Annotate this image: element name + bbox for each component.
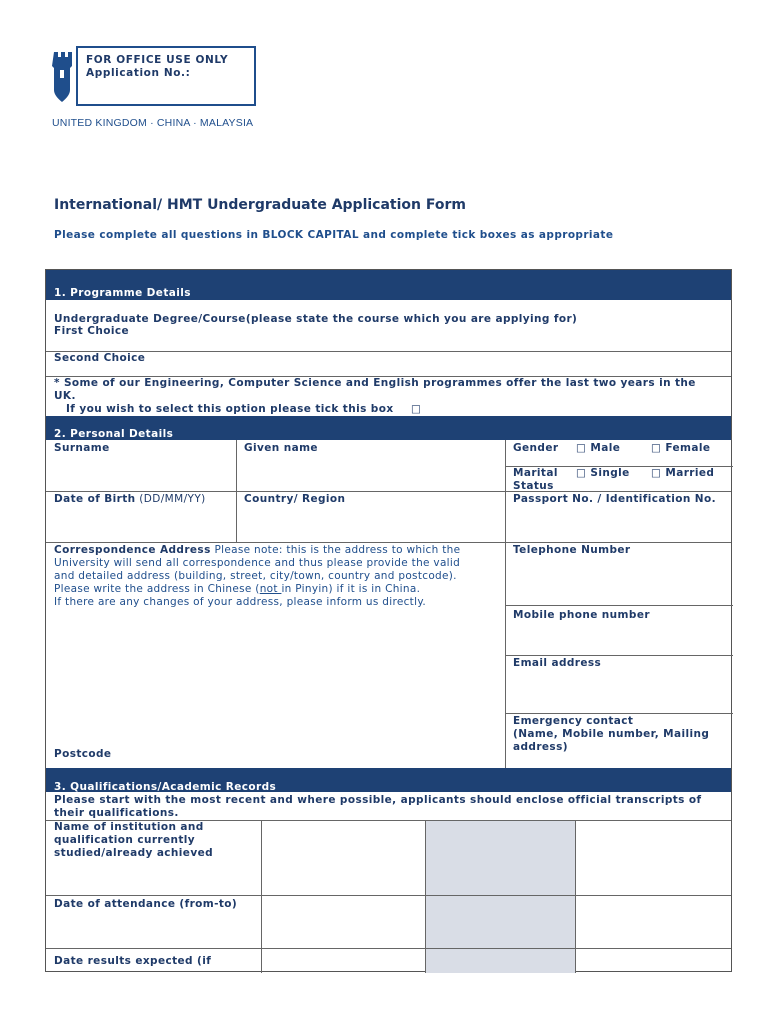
section1-heading: 1. Programme Details bbox=[54, 287, 191, 299]
mobile-field[interactable]: Mobile phone number bbox=[513, 609, 650, 621]
shaded-column bbox=[425, 820, 575, 973]
married-checkbox[interactable]: □ bbox=[651, 467, 662, 479]
marital-label: Marital bbox=[513, 467, 558, 479]
tagline: UNITED KINGDOM · CHINA · MALAYSIA bbox=[52, 117, 254, 129]
uk-option-checkbox[interactable]: □ bbox=[411, 403, 422, 415]
female-label: Female bbox=[665, 442, 711, 454]
gender-label: Gender bbox=[513, 442, 559, 454]
correspondence-note-4a: Please write the address in Chinese ( bbox=[54, 583, 260, 595]
emergency-contact-hint: (Name, Mobile number, Mailing bbox=[513, 728, 710, 740]
passport-field[interactable]: Passport No. / Identification No. bbox=[513, 493, 716, 505]
emergency-contact-hint-2: address) bbox=[513, 741, 568, 753]
section3-heading: 3. Qualifications/Academic Records bbox=[54, 781, 277, 793]
section3-intro-2: their qualifications. bbox=[54, 807, 179, 819]
correspondence-note-5: If there are any changes of your address, please inform us directly. bbox=[54, 596, 426, 608]
uk-option-instruction: If you wish to select this option please tick this box bbox=[66, 403, 394, 415]
emergency-contact-field[interactable]: Emergency contact bbox=[513, 715, 634, 727]
form-title: International/ HMT Undergraduate Application Form bbox=[54, 197, 466, 213]
marital-single-option[interactable] bbox=[576, 467, 630, 480]
correspondence-header bbox=[54, 544, 460, 557]
dob-label: Date of Birth bbox=[54, 493, 136, 505]
surname-field[interactable]: Surname bbox=[54, 442, 110, 454]
office-use-box bbox=[76, 46, 256, 106]
first-choice-field[interactable]: First Choice bbox=[54, 325, 130, 337]
institution-label: Name of institution and bbox=[54, 821, 204, 833]
married-label: Married bbox=[665, 467, 715, 479]
institution-label-2: qualification currently bbox=[54, 834, 196, 846]
male-checkbox[interactable]: □ bbox=[576, 442, 587, 454]
status-label: Status bbox=[513, 480, 554, 492]
dob-format: (DD/MM/YY) bbox=[139, 493, 206, 505]
gender-male-option[interactable] bbox=[576, 442, 620, 455]
university-crest-logo bbox=[50, 50, 76, 106]
correspondence-note-2: University will send all correspondence and thus please provide the valid bbox=[54, 557, 461, 569]
correspondence-note-4 bbox=[54, 583, 420, 596]
section2-heading: 2. Personal Details bbox=[54, 428, 174, 440]
course-label: Undergraduate Degree/Course(please state the course which you are applying for) bbox=[54, 313, 578, 325]
form-instructions: Please complete all questions in BLOCK CAPITAL and complete tick boxes as appropriate bbox=[54, 229, 614, 241]
correspondence-note-4c: in Pinyin) if it is in China. bbox=[281, 583, 421, 595]
single-label: Single bbox=[590, 467, 630, 479]
marital-married-option[interactable] bbox=[651, 467, 714, 480]
telephone-field[interactable]: Telephone Number bbox=[513, 544, 631, 556]
given-name-field[interactable]: Given name bbox=[244, 442, 318, 454]
uk-option-note: * Some of our Engineering, Computer Science and English programmes offer the last two years in the bbox=[54, 377, 696, 389]
correspondence-note-1: Please note: this is the address to which the bbox=[214, 544, 461, 556]
institution-label-3: studied/already achieved bbox=[54, 847, 214, 859]
male-label: Male bbox=[590, 442, 621, 454]
postcode-field[interactable]: Postcode bbox=[54, 748, 112, 760]
dob-field[interactable] bbox=[54, 493, 206, 506]
email-field[interactable]: Email address bbox=[513, 657, 602, 669]
gender-female-option[interactable] bbox=[651, 442, 710, 455]
office-use-label: FOR OFFICE USE ONLY bbox=[86, 54, 229, 66]
correspondence-label: Correspondence Address bbox=[54, 544, 211, 556]
uk-option-note-2: UK. bbox=[54, 390, 76, 402]
second-choice-field[interactable]: Second Choice bbox=[54, 352, 146, 364]
single-checkbox[interactable]: □ bbox=[576, 467, 587, 479]
female-checkbox[interactable]: □ bbox=[651, 442, 662, 454]
attendance-label: Date of attendance (from-to) bbox=[54, 898, 238, 910]
section3-intro: Please start with the most recent and where possible, applicants should enclose official transcripts of bbox=[54, 794, 702, 806]
correspondence-note-3: and detailed address (building, street, city/town, country and postcode). bbox=[54, 570, 457, 582]
application-no-label: Application No.: bbox=[86, 67, 191, 79]
results-expected-label: Date results expected (if bbox=[54, 955, 212, 967]
country-field[interactable]: Country/ Region bbox=[244, 493, 346, 505]
application-form bbox=[45, 269, 732, 972]
not-underlined: not bbox=[259, 583, 282, 595]
